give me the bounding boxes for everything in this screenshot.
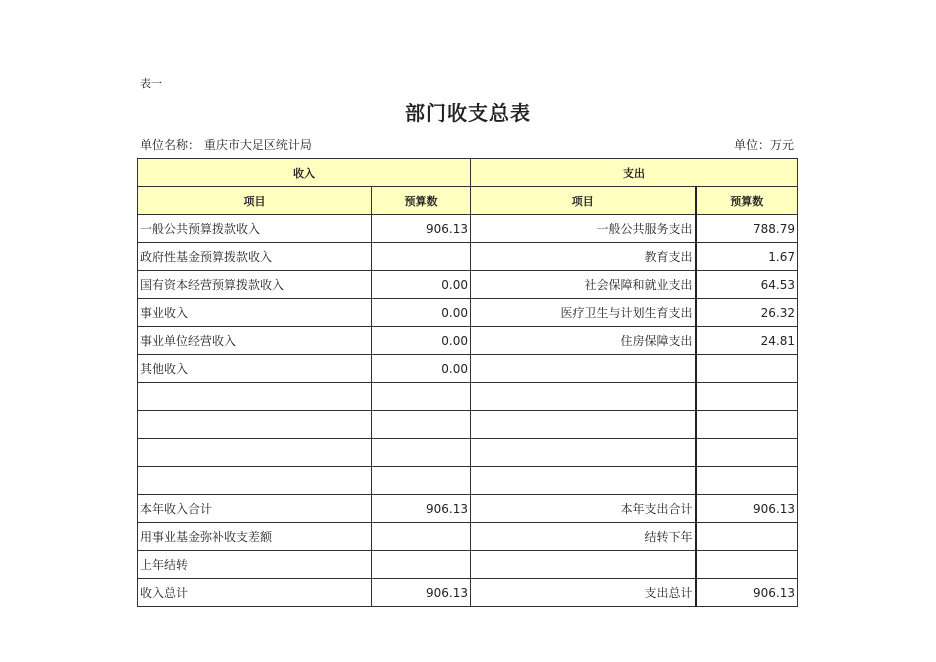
expense-value-cell (696, 411, 798, 439)
income-item-cell: 用事业基金弥补收支差额 (138, 523, 372, 551)
budget-summary-table (137, 158, 798, 607)
table-row (138, 355, 798, 383)
income-item-cell: 收入总计 (138, 579, 372, 607)
income-item-cell (138, 467, 372, 495)
table-group-header-row (138, 159, 798, 187)
expense-value-cell (696, 551, 798, 579)
income-value-cell: 906.13 (372, 215, 471, 243)
income-value-cell (372, 439, 471, 467)
income-budget-header: 预算数 (372, 187, 471, 215)
income-item-cell: 政府性基金预算拨款收入 (138, 243, 372, 271)
income-item-cell: 其他收入 (138, 355, 372, 383)
expense-item-cell: 一般公共服务支出 (471, 215, 696, 243)
income-value-cell (372, 551, 471, 579)
table-row (138, 439, 798, 467)
income-value-cell: 0.00 (372, 355, 471, 383)
expense-item-cell (471, 551, 696, 579)
income-value-cell: 0.00 (372, 299, 471, 327)
income-item-cell (138, 383, 372, 411)
expense-item-header: 项目 (471, 187, 696, 215)
unit-name-line (140, 136, 312, 153)
expense-item-cell: 社会保障和就业支出 (471, 271, 696, 299)
table-row (138, 271, 798, 299)
table-row (138, 467, 798, 495)
expense-item-cell: 住房保障支出 (471, 327, 696, 355)
expense-item-cell: 教育支出 (471, 243, 696, 271)
expense-value-cell: 906.13 (696, 579, 798, 607)
expense-item-cell (471, 439, 696, 467)
expense-value-cell: 1.67 (696, 243, 798, 271)
sheet-label: 表一 (140, 77, 162, 90)
expense-value-cell (696, 383, 798, 411)
expense-value-cell (696, 439, 798, 467)
income-value-cell: 0.00 (372, 271, 471, 299)
income-value-cell (372, 243, 471, 271)
income-item-cell: 事业单位经营收入 (138, 327, 372, 355)
table-row (138, 523, 798, 551)
table-row (138, 327, 798, 355)
income-item-cell (138, 439, 372, 467)
page-title: 部门收支总表 (405, 101, 531, 125)
expense-item-cell: 医疗卫生与计划生育支出 (471, 299, 696, 327)
expense-value-cell: 64.53 (696, 271, 798, 299)
table-row (138, 299, 798, 327)
expense-value-cell (696, 355, 798, 383)
income-value-cell: 0.00 (372, 327, 471, 355)
expense-group-header: 支出 (471, 159, 798, 187)
expense-item-cell (471, 411, 696, 439)
income-item-cell: 事业收入 (138, 299, 372, 327)
table-row (138, 551, 798, 579)
income-item-cell: 一般公共预算拨款收入 (138, 215, 372, 243)
unit-name-label: 单位名称： (140, 138, 201, 152)
table-row (138, 579, 798, 607)
table-row (138, 495, 798, 523)
expense-item-cell (471, 355, 696, 383)
expense-value-cell: 24.81 (696, 327, 798, 355)
unit-name-value: 重庆市大足区统计局 (203, 138, 312, 152)
expense-value-cell: 788.79 (696, 215, 798, 243)
income-value-cell (372, 383, 471, 411)
unit-label: 单位：万元 (733, 138, 794, 152)
expense-item-cell (471, 383, 696, 411)
income-item-header: 项目 (138, 187, 372, 215)
income-value-cell: 906.13 (372, 579, 471, 607)
expense-item-cell: 结转下年 (471, 523, 696, 551)
expense-value-cell: 26.32 (696, 299, 798, 327)
income-value-cell (372, 467, 471, 495)
table-row (138, 411, 798, 439)
income-value-cell (372, 411, 471, 439)
income-item-cell (138, 411, 372, 439)
expense-item-cell: 本年支出合计 (471, 495, 696, 523)
expense-budget-header: 预算数 (696, 187, 798, 215)
income-group-header: 收入 (138, 159, 471, 187)
table-column-header-row (138, 187, 798, 215)
expense-value-cell: 906.13 (696, 495, 798, 523)
income-item-cell: 国有资本经营预算拨款收入 (138, 271, 372, 299)
table-row (138, 383, 798, 411)
expense-value-cell (696, 467, 798, 495)
table-row (138, 215, 798, 243)
table-row (138, 243, 798, 271)
income-item-cell: 上年结转 (138, 551, 372, 579)
expense-value-cell (696, 523, 798, 551)
income-value-cell (372, 523, 471, 551)
expense-item-cell (471, 467, 696, 495)
expense-item-cell: 支出总计 (471, 579, 696, 607)
income-value-cell: 906.13 (372, 495, 471, 523)
income-item-cell: 本年收入合计 (138, 495, 372, 523)
